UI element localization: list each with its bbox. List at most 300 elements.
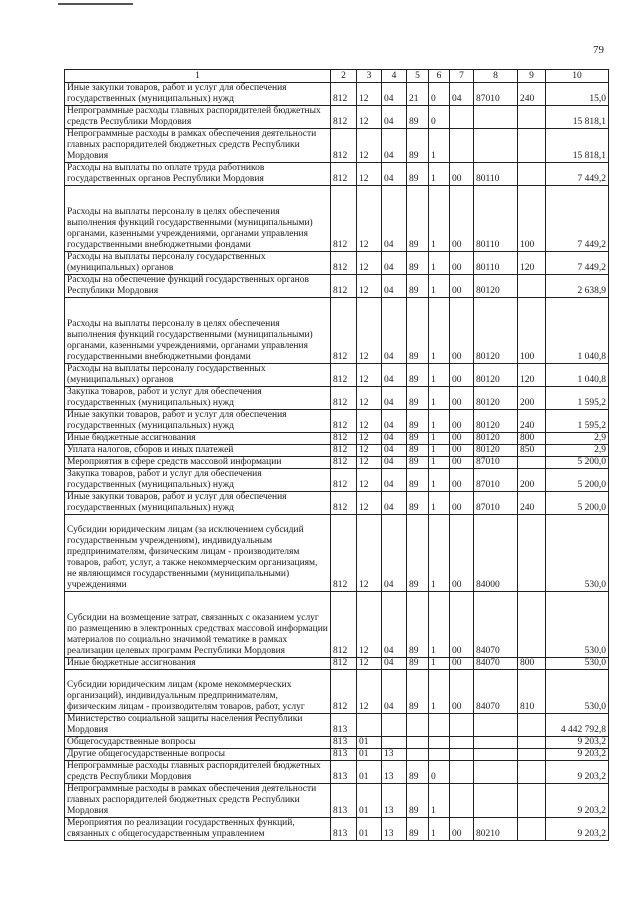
table-row bbox=[65, 129, 609, 163]
code-cell: 89 bbox=[407, 163, 429, 186]
code-cell: 04 bbox=[382, 275, 407, 298]
code-cell: 800 bbox=[518, 658, 546, 670]
table-row bbox=[65, 106, 609, 129]
code-cell: 1 bbox=[429, 784, 450, 818]
table-row bbox=[65, 83, 609, 106]
amount-cell: 7 449,2 bbox=[546, 252, 609, 275]
code-cell: 13 bbox=[382, 784, 407, 818]
code-cell: 12 bbox=[357, 275, 382, 298]
code-cell: 89 bbox=[407, 252, 429, 275]
header-cell: 7 bbox=[450, 70, 474, 83]
code-cell: 12 bbox=[357, 515, 382, 592]
code-cell: 100 bbox=[518, 298, 546, 364]
code-cell: 04 bbox=[382, 492, 407, 515]
code-cell: 812 bbox=[331, 129, 357, 163]
code-cell: 80120 bbox=[474, 410, 518, 433]
code-cell: 1 bbox=[429, 592, 450, 658]
code-cell: 813 bbox=[331, 761, 357, 784]
code-cell: 812 bbox=[331, 592, 357, 658]
code-cell bbox=[518, 275, 546, 298]
row-name-cell: Субсидии на возмещение затрат, связанных с оказанием услуг по размещению в электронных средствах массовой информации материалов по социально значимой тематике в рамках реализации целевых программ Республики Мордовия bbox=[65, 592, 331, 658]
row-name-cell: Мероприятия по реализации государственных функций, связанных с общегосударственным управлением bbox=[65, 818, 331, 841]
code-cell: 1 bbox=[429, 275, 450, 298]
code-cell: 01 bbox=[357, 761, 382, 784]
code-cell: 01 bbox=[357, 784, 382, 818]
amount-cell: 2 638,9 bbox=[546, 275, 609, 298]
row-name-cell: Иные бюджетные ассигнования bbox=[65, 658, 331, 670]
code-cell: 80110 bbox=[474, 186, 518, 252]
row-name-cell: Субсидии юридическим лицам (кроме некоммерческих организаций), индивидуальным предпринимателям, физическим лицам - производителям товаров, работ, услуг bbox=[65, 670, 331, 714]
code-cell: 12 bbox=[357, 445, 382, 457]
code-cell: 89 bbox=[407, 457, 429, 469]
code-cell bbox=[382, 737, 407, 749]
amount-cell: 2,9 bbox=[546, 445, 609, 457]
table-row bbox=[65, 433, 609, 445]
code-cell: 1 bbox=[429, 298, 450, 364]
code-cell bbox=[518, 515, 546, 592]
code-cell: 812 bbox=[331, 364, 357, 387]
table-row bbox=[65, 410, 609, 433]
amount-cell: 5 200,0 bbox=[546, 457, 609, 469]
row-name-cell: Общегосударственные вопросы bbox=[65, 737, 331, 749]
row-name-cell: Субсидии юридическим лицам (за исключением субсидий государственным учреждениям), индивидуальным предпринимателям, физическим лицам - производителям товаров, работ, услуг, а также некоммерческим организациям, не являющимся государственными (муниципальными) учреждениями bbox=[65, 515, 331, 592]
code-cell: 89 bbox=[407, 445, 429, 457]
code-cell: 812 bbox=[331, 469, 357, 492]
code-cell: 89 bbox=[407, 364, 429, 387]
header-cell: 10 bbox=[546, 70, 609, 83]
row-name-cell: Расходы на выплаты по оплате труда работников государственных органов Республики Мордовия bbox=[65, 163, 331, 186]
code-cell: 04 bbox=[382, 410, 407, 433]
amount-cell: 7 449,2 bbox=[546, 163, 609, 186]
code-cell: 0 bbox=[429, 83, 450, 106]
table-row bbox=[65, 275, 609, 298]
code-cell: 1 bbox=[429, 387, 450, 410]
code-cell: 04 bbox=[382, 469, 407, 492]
code-cell: 04 bbox=[382, 592, 407, 658]
table-row bbox=[65, 749, 609, 761]
code-cell bbox=[450, 784, 474, 818]
code-cell: 89 bbox=[407, 298, 429, 364]
code-cell: 12 bbox=[357, 163, 382, 186]
code-cell bbox=[474, 749, 518, 761]
code-cell bbox=[518, 737, 546, 749]
code-cell bbox=[357, 714, 382, 737]
code-cell: 812 bbox=[331, 298, 357, 364]
code-cell: 80120 bbox=[474, 445, 518, 457]
code-cell: 89 bbox=[407, 670, 429, 714]
code-cell: 04 bbox=[382, 252, 407, 275]
code-cell: 813 bbox=[331, 714, 357, 737]
code-cell: 812 bbox=[331, 445, 357, 457]
code-cell: 240 bbox=[518, 410, 546, 433]
page-number: 79 bbox=[593, 44, 604, 56]
code-cell: 12 bbox=[357, 387, 382, 410]
row-name-cell: Закупка товаров, работ и услуг для обеспечения государственных (муниципальных) нужд bbox=[65, 469, 331, 492]
row-name-cell: Закупка товаров, работ и услуг для обеспечения государственных (муниципальных) нужд bbox=[65, 387, 331, 410]
code-cell: 80120 bbox=[474, 433, 518, 445]
code-cell: 00 bbox=[450, 515, 474, 592]
code-cell: 00 bbox=[450, 469, 474, 492]
code-cell: 12 bbox=[357, 106, 382, 129]
code-cell: 810 bbox=[518, 670, 546, 714]
amount-cell: 530,0 bbox=[546, 670, 609, 714]
header-cell: 3 bbox=[357, 70, 382, 83]
amount-cell: 9 203,2 bbox=[546, 761, 609, 784]
table-row bbox=[65, 658, 609, 670]
table-row bbox=[65, 298, 609, 364]
header-cell: 5 bbox=[407, 70, 429, 83]
code-cell bbox=[407, 737, 429, 749]
code-cell: 89 bbox=[407, 433, 429, 445]
code-cell bbox=[474, 761, 518, 784]
code-cell: 00 bbox=[450, 457, 474, 469]
code-cell bbox=[474, 129, 518, 163]
row-name-cell: Иные закупки товаров, работ и услуг для обеспечения государственных (муниципальных) нужд bbox=[65, 492, 331, 515]
code-cell: 1 bbox=[429, 410, 450, 433]
table-row bbox=[65, 252, 609, 275]
code-cell bbox=[474, 714, 518, 737]
amount-cell: 9 203,2 bbox=[546, 749, 609, 761]
code-cell: 00 bbox=[450, 364, 474, 387]
table-row bbox=[65, 492, 609, 515]
code-cell: 04 bbox=[382, 129, 407, 163]
code-cell: 1 bbox=[429, 186, 450, 252]
table-row bbox=[65, 714, 609, 737]
code-cell: 12 bbox=[357, 83, 382, 106]
code-cell: 1 bbox=[429, 492, 450, 515]
code-cell: 84070 bbox=[474, 670, 518, 714]
code-cell: 87010 bbox=[474, 492, 518, 515]
row-name-cell: Расходы на выплаты персоналу в целях обеспечения выполнения функций государственными (муниципальными) органами, казенными учреждениями, органами управления государственными внебюджетными фондами bbox=[65, 186, 331, 252]
code-cell: 00 bbox=[450, 445, 474, 457]
code-cell: 812 bbox=[331, 252, 357, 275]
code-cell bbox=[518, 106, 546, 129]
code-cell: 84070 bbox=[474, 658, 518, 670]
code-cell: 04 bbox=[382, 658, 407, 670]
amount-cell: 530,0 bbox=[546, 592, 609, 658]
table-row bbox=[65, 761, 609, 784]
row-name-cell: Расходы на выплаты персоналу в целях обеспечения выполнения функций государственными (муниципальными) органами, казенными учреждениями, органами управления государственными внебюджетными фондами bbox=[65, 298, 331, 364]
code-cell: 12 bbox=[357, 469, 382, 492]
code-cell: 04 bbox=[382, 186, 407, 252]
code-cell: 89 bbox=[407, 592, 429, 658]
amount-cell: 9 203,2 bbox=[546, 818, 609, 841]
code-cell: 04 bbox=[382, 387, 407, 410]
amount-cell: 9 203,2 bbox=[546, 784, 609, 818]
table-row bbox=[65, 445, 609, 457]
row-name-cell: Министерство социальной защиты населения Республики Мордовия bbox=[65, 714, 331, 737]
top-rule bbox=[58, 3, 133, 5]
code-cell: 80110 bbox=[474, 252, 518, 275]
code-cell bbox=[474, 737, 518, 749]
row-name-cell: Расходы на обеспечение функций государственных органов Республики Мордовия bbox=[65, 275, 331, 298]
amount-cell: 15 818,1 bbox=[546, 106, 609, 129]
code-cell: 89 bbox=[407, 818, 429, 841]
amount-cell: 1 595,2 bbox=[546, 387, 609, 410]
code-cell: 1 bbox=[429, 433, 450, 445]
code-cell: 80120 bbox=[474, 387, 518, 410]
amount-cell: 15 818,1 bbox=[546, 129, 609, 163]
code-cell: 813 bbox=[331, 737, 357, 749]
code-cell: 1 bbox=[429, 129, 450, 163]
code-cell: 04 bbox=[382, 83, 407, 106]
code-cell: 00 bbox=[450, 670, 474, 714]
header-cell: 8 bbox=[474, 70, 518, 83]
code-cell: 89 bbox=[407, 761, 429, 784]
code-cell: 1 bbox=[429, 658, 450, 670]
code-cell: 12 bbox=[357, 492, 382, 515]
code-cell: 200 bbox=[518, 387, 546, 410]
code-cell bbox=[450, 714, 474, 737]
code-cell: 812 bbox=[331, 275, 357, 298]
code-cell: 80120 bbox=[474, 364, 518, 387]
code-cell: 850 bbox=[518, 445, 546, 457]
amount-cell: 4 442 792,8 bbox=[546, 714, 609, 737]
code-cell: 12 bbox=[357, 410, 382, 433]
budget-table bbox=[64, 69, 609, 841]
row-name-cell: Непрограммные расходы в рамках обеспечения деятельности главных распорядителей бюджетных средств Республики Мордовия bbox=[65, 129, 331, 163]
code-cell: 01 bbox=[357, 737, 382, 749]
code-cell: 00 bbox=[450, 592, 474, 658]
code-cell: 80110 bbox=[474, 163, 518, 186]
code-cell: 0 bbox=[429, 761, 450, 784]
row-name-cell: Непрограммные расходы главных распорядителей бюджетных средств Республики Мордовия bbox=[65, 106, 331, 129]
table-row bbox=[65, 457, 609, 469]
code-cell: 00 bbox=[450, 658, 474, 670]
code-cell: 1 bbox=[429, 818, 450, 841]
code-cell: 812 bbox=[331, 186, 357, 252]
code-cell: 800 bbox=[518, 433, 546, 445]
table-row bbox=[65, 364, 609, 387]
code-cell bbox=[450, 106, 474, 129]
table-row bbox=[65, 818, 609, 841]
code-cell: 04 bbox=[382, 515, 407, 592]
code-cell: 813 bbox=[331, 784, 357, 818]
code-cell: 00 bbox=[450, 433, 474, 445]
amount-cell: 15,0 bbox=[546, 83, 609, 106]
code-cell bbox=[474, 106, 518, 129]
code-cell: 89 bbox=[407, 275, 429, 298]
header-row bbox=[65, 70, 609, 83]
code-cell: 12 bbox=[357, 457, 382, 469]
code-cell: 812 bbox=[331, 658, 357, 670]
code-cell bbox=[450, 749, 474, 761]
code-cell: 00 bbox=[450, 410, 474, 433]
code-cell bbox=[518, 784, 546, 818]
code-cell: 1 bbox=[429, 469, 450, 492]
code-cell: 00 bbox=[450, 298, 474, 364]
code-cell: 00 bbox=[450, 818, 474, 841]
code-cell: 12 bbox=[357, 298, 382, 364]
code-cell bbox=[518, 749, 546, 761]
amount-cell: 1 595,2 bbox=[546, 410, 609, 433]
code-cell: 813 bbox=[331, 818, 357, 841]
code-cell: 812 bbox=[331, 457, 357, 469]
code-cell: 00 bbox=[450, 387, 474, 410]
code-cell: 1 bbox=[429, 252, 450, 275]
code-cell: 89 bbox=[407, 469, 429, 492]
code-cell: 04 bbox=[382, 106, 407, 129]
code-cell: 89 bbox=[407, 515, 429, 592]
code-cell: 04 bbox=[382, 670, 407, 714]
code-cell: 812 bbox=[331, 163, 357, 186]
amount-cell: 9 203,2 bbox=[546, 737, 609, 749]
code-cell: 04 bbox=[382, 364, 407, 387]
amount-cell: 2,9 bbox=[546, 433, 609, 445]
code-cell: 100 bbox=[518, 186, 546, 252]
code-cell bbox=[429, 737, 450, 749]
amount-cell: 1 040,8 bbox=[546, 364, 609, 387]
header-cell: 2 bbox=[331, 70, 357, 83]
header-cell: 9 bbox=[518, 70, 546, 83]
header-cell: 6 bbox=[429, 70, 450, 83]
code-cell: 80210 bbox=[474, 818, 518, 841]
code-cell: 812 bbox=[331, 387, 357, 410]
amount-cell: 1 040,8 bbox=[546, 298, 609, 364]
code-cell: 1 bbox=[429, 445, 450, 457]
row-name-cell: Иные закупки товаров, работ и услуг для обеспечения государственных (муниципальных) нужд bbox=[65, 410, 331, 433]
code-cell: 89 bbox=[407, 658, 429, 670]
row-name-cell: Расходы на выплаты персоналу государственных (муниципальных) органов bbox=[65, 364, 331, 387]
code-cell: 1 bbox=[429, 670, 450, 714]
code-cell bbox=[407, 749, 429, 761]
code-cell bbox=[474, 784, 518, 818]
code-cell: 00 bbox=[450, 163, 474, 186]
code-cell: 13 bbox=[382, 749, 407, 761]
amount-cell: 5 200,0 bbox=[546, 492, 609, 515]
code-cell: 00 bbox=[450, 252, 474, 275]
code-cell bbox=[518, 818, 546, 841]
code-cell bbox=[382, 714, 407, 737]
code-cell bbox=[450, 129, 474, 163]
code-cell: 0 bbox=[429, 106, 450, 129]
amount-cell: 530,0 bbox=[546, 515, 609, 592]
row-name-cell: Непрограммные расходы главных распорядителей бюджетных средств Республики Мордовия bbox=[65, 761, 331, 784]
code-cell bbox=[407, 714, 429, 737]
code-cell: 12 bbox=[357, 433, 382, 445]
code-cell bbox=[429, 714, 450, 737]
code-cell: 12 bbox=[357, 670, 382, 714]
code-cell: 12 bbox=[357, 592, 382, 658]
row-name-cell: Иные бюджетные ассигнования bbox=[65, 433, 331, 445]
code-cell: 80120 bbox=[474, 298, 518, 364]
code-cell: 13 bbox=[382, 818, 407, 841]
amount-cell: 5 200,0 bbox=[546, 469, 609, 492]
code-cell bbox=[450, 761, 474, 784]
code-cell: 240 bbox=[518, 492, 546, 515]
row-name-cell: Расходы на выплаты персоналу государственных (муниципальных) органов bbox=[65, 252, 331, 275]
table-row bbox=[65, 737, 609, 749]
amount-cell: 530,0 bbox=[546, 658, 609, 670]
code-cell: 812 bbox=[331, 670, 357, 714]
code-cell: 21 bbox=[407, 83, 429, 106]
code-cell: 812 bbox=[331, 83, 357, 106]
code-cell: 87010 bbox=[474, 83, 518, 106]
code-cell: 04 bbox=[382, 163, 407, 186]
code-cell: 812 bbox=[331, 492, 357, 515]
code-cell: 89 bbox=[407, 106, 429, 129]
code-cell: 04 bbox=[450, 83, 474, 106]
table-row bbox=[65, 784, 609, 818]
code-cell: 00 bbox=[450, 492, 474, 515]
row-name-cell: Другие общегосударственные вопросы bbox=[65, 749, 331, 761]
code-cell: 12 bbox=[357, 364, 382, 387]
code-cell: 04 bbox=[382, 457, 407, 469]
code-cell: 80120 bbox=[474, 275, 518, 298]
code-cell: 1 bbox=[429, 515, 450, 592]
code-cell: 00 bbox=[450, 275, 474, 298]
code-cell: 12 bbox=[357, 252, 382, 275]
table-row bbox=[65, 387, 609, 410]
code-cell: 87010 bbox=[474, 469, 518, 492]
code-cell: 01 bbox=[357, 818, 382, 841]
row-name-cell: Уплата налогов, сборов и иных платежей bbox=[65, 445, 331, 457]
code-cell: 120 bbox=[518, 364, 546, 387]
code-cell: 240 bbox=[518, 83, 546, 106]
code-cell bbox=[429, 749, 450, 761]
code-cell: 84070 bbox=[474, 592, 518, 658]
code-cell bbox=[518, 714, 546, 737]
table-row bbox=[65, 469, 609, 492]
code-cell: 13 bbox=[382, 761, 407, 784]
header-cell: 1 bbox=[65, 70, 331, 83]
table-row bbox=[65, 592, 609, 658]
code-cell: 812 bbox=[331, 433, 357, 445]
code-cell: 120 bbox=[518, 252, 546, 275]
code-cell: 89 bbox=[407, 186, 429, 252]
code-cell: 87010 bbox=[474, 457, 518, 469]
code-cell: 84000 bbox=[474, 515, 518, 592]
code-cell: 01 bbox=[357, 749, 382, 761]
code-cell bbox=[518, 592, 546, 658]
code-cell: 04 bbox=[382, 445, 407, 457]
table-row bbox=[65, 186, 609, 252]
code-cell bbox=[518, 761, 546, 784]
amount-cell: 7 449,2 bbox=[546, 186, 609, 252]
code-cell: 200 bbox=[518, 469, 546, 492]
code-cell: 00 bbox=[450, 186, 474, 252]
header-cell: 4 bbox=[382, 70, 407, 83]
row-name-cell: Иные закупки товаров, работ и услуг для обеспечения государственных (муниципальных) нужд bbox=[65, 83, 331, 106]
code-cell: 04 bbox=[382, 433, 407, 445]
code-cell: 89 bbox=[407, 492, 429, 515]
code-cell: 04 bbox=[382, 298, 407, 364]
code-cell: 89 bbox=[407, 410, 429, 433]
code-cell: 1 bbox=[429, 364, 450, 387]
code-cell bbox=[518, 457, 546, 469]
row-name-cell: Непрограммные расходы в рамках обеспечения деятельности главных распорядителей бюджетных средств Республики Мордовия bbox=[65, 784, 331, 818]
code-cell: 1 bbox=[429, 457, 450, 469]
code-cell: 812 bbox=[331, 410, 357, 433]
row-name-cell: Мероприятия в сфере средств массовой информации bbox=[65, 457, 331, 469]
code-cell bbox=[518, 129, 546, 163]
code-cell: 1 bbox=[429, 163, 450, 186]
code-cell: 89 bbox=[407, 129, 429, 163]
code-cell: 813 bbox=[331, 749, 357, 761]
code-cell: 12 bbox=[357, 186, 382, 252]
code-cell: 89 bbox=[407, 387, 429, 410]
code-cell bbox=[450, 737, 474, 749]
code-cell: 812 bbox=[331, 106, 357, 129]
code-cell: 12 bbox=[357, 658, 382, 670]
code-cell bbox=[518, 163, 546, 186]
code-cell: 89 bbox=[407, 784, 429, 818]
table-row bbox=[65, 670, 609, 714]
table-row bbox=[65, 163, 609, 186]
code-cell: 12 bbox=[357, 129, 382, 163]
code-cell: 812 bbox=[331, 515, 357, 592]
table-row bbox=[65, 515, 609, 592]
